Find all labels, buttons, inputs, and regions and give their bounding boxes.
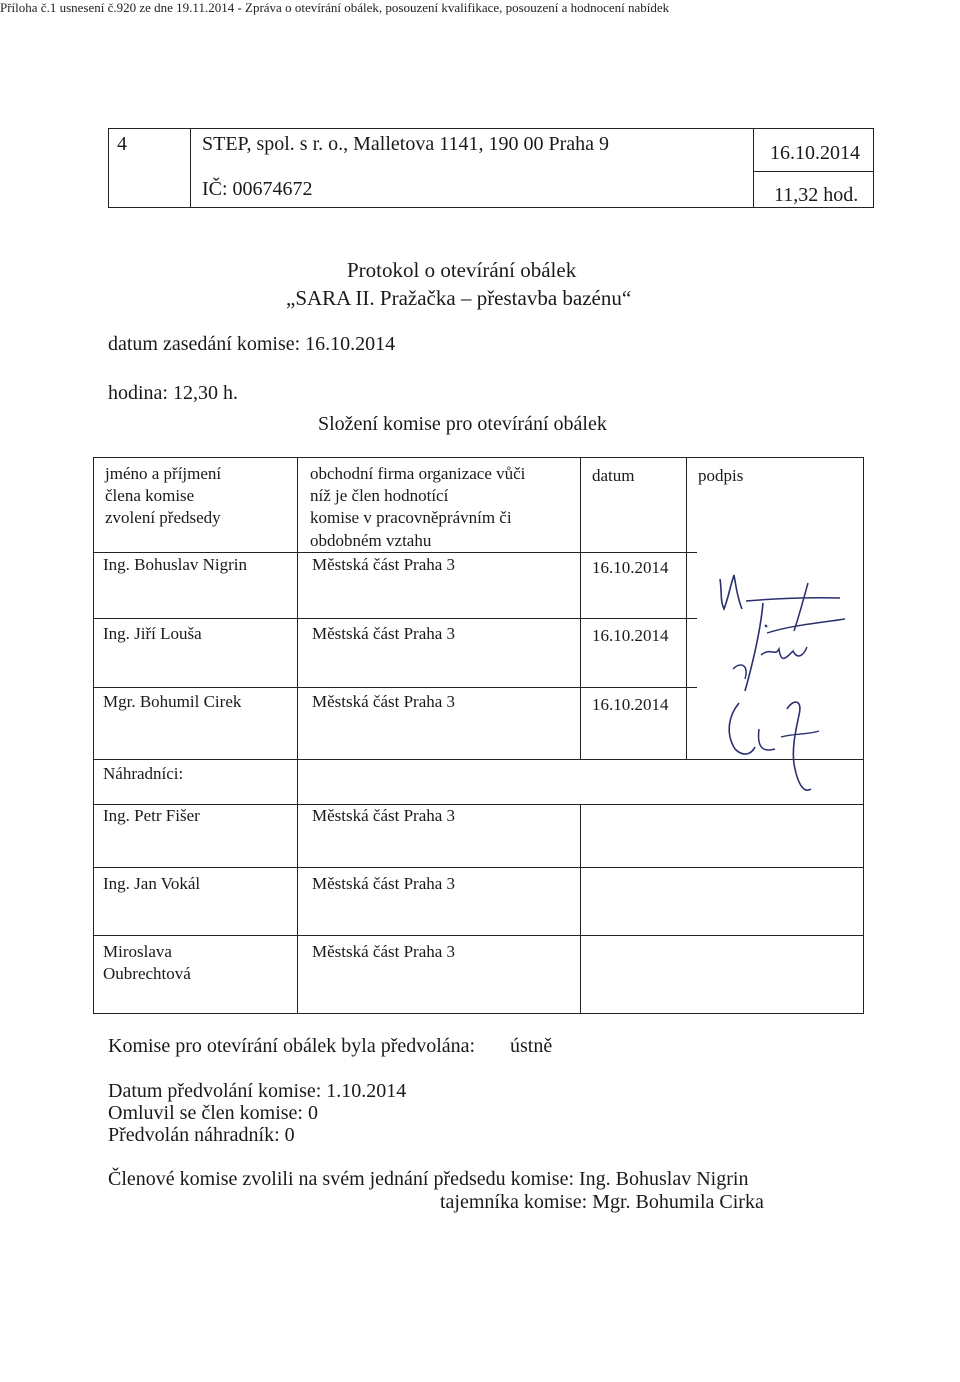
signature-lousa	[715, 595, 855, 705]
offer-time: 11,32 hod.	[774, 184, 859, 206]
committee-heading: Složení komise pro otevírání obálek	[318, 413, 607, 435]
header-firm-2: níž je člen hodnotící	[310, 486, 449, 505]
excused-count: Omluvil se člen komise: 0	[108, 1102, 318, 1124]
member-name: Ing. Jiří Louša	[103, 624, 202, 643]
member-date: 16.10.2014	[592, 558, 669, 577]
offer-date: 16.10.2014	[770, 142, 860, 164]
member-firm: Městská část Praha 3	[312, 692, 456, 711]
protocol-title: Protokol o otevírání obálek	[347, 258, 577, 282]
member-date: 16.10.2014	[592, 626, 669, 645]
substitute-name-line1: Miroslava	[103, 942, 172, 961]
summon-date: Datum předvolání komise: 1.10.2014	[108, 1080, 407, 1102]
summoned-line: Komise pro otevírání obálek byla předvolána:	[108, 1035, 476, 1057]
substitute-firm: Městská část Praha 3	[312, 942, 456, 961]
member-firm: Městská část Praha 3	[312, 555, 456, 574]
substitute-firm: Městská část Praha 3	[312, 874, 456, 893]
member-firm: Městská část Praha 3	[312, 624, 456, 643]
header-name-1: jméno a příjmení	[105, 464, 222, 483]
header-name-3: zvolení předsedy	[105, 508, 221, 527]
header-firm-4: obdobném vztahu	[310, 531, 432, 550]
summoned-how: ústně	[510, 1035, 553, 1057]
secretary: tajemníka komise: Mgr. Bohumila Cirka	[440, 1191, 764, 1213]
header-firm-1: obchodní firma organizace vůči	[310, 464, 526, 483]
meeting-hour: hodina: 12,30 h.	[108, 382, 238, 404]
member-name: Ing. Bohuslav Nigrin	[103, 555, 248, 574]
offer-company: STEP, spol. s r. o., Malletova 1141, 190 00 Praha 9	[202, 133, 610, 155]
offer-ic: IČ: 00674672	[202, 178, 313, 200]
substitutes-label: Náhradníci:	[103, 764, 184, 783]
elected-chair: Členové komise zvolili na svém jednání předsedu komise: Ing. Bohuslav Nigrin	[108, 1168, 749, 1190]
substitute-name-line2: Oubrechtová	[103, 964, 191, 983]
substitute-name: Ing. Jan Vokál	[103, 874, 201, 893]
member-date: 16.10.2014	[592, 695, 669, 714]
header-name-2: člena komise	[105, 486, 195, 505]
signature-cirek	[715, 693, 855, 803]
substitute-called: Předvolán náhradník: 0	[108, 1124, 295, 1146]
attachment-header: Příloha č.1 usnesení č.920 ze dne 19.11.2014 - Zpráva o otevírání obálek, posouzení kvalifikace, posouzení a hodnocení nabídek	[0, 0, 670, 15]
offer-number: 4	[117, 133, 127, 155]
member-name: Mgr. Bohumil Cirek	[103, 692, 242, 711]
substitute-firm: Městská část Praha 3	[312, 806, 456, 825]
protocol-subtitle: „SARA II. Pražačka – přestavba bazénu“	[286, 286, 632, 310]
header-date: datum	[592, 466, 635, 485]
substitute-name: Ing. Petr Fišer	[103, 806, 200, 825]
meeting-date: datum zasedání komise: 16.10.2014	[108, 333, 396, 355]
header-firm-3: komise v pracovněprávním či	[310, 508, 512, 527]
header-signature: podpis	[698, 466, 744, 485]
